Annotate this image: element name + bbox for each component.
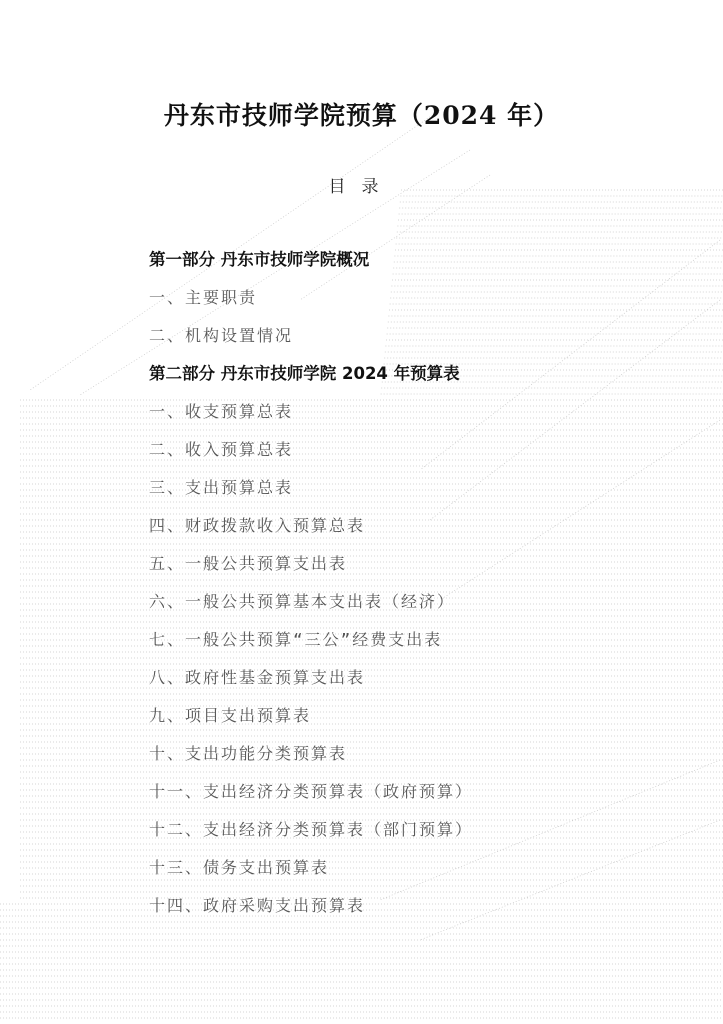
toc-entry-label: 二、收入预算总表 xyxy=(149,440,294,459)
toc-entry[interactable] xyxy=(149,398,669,436)
toc-entry-label: 十一、支出经济分类预算表（政府预算） xyxy=(149,782,474,801)
toc-entry-label: 四、财政拨款收入预算总表 xyxy=(149,516,366,535)
toc-entry[interactable] xyxy=(149,512,669,550)
toc-entry[interactable] xyxy=(149,778,669,816)
toc-heading: 目录 xyxy=(328,177,395,197)
toc-entry-label: 第一部分 丹东市技师学院概况 xyxy=(149,250,370,269)
toc-entry[interactable] xyxy=(149,322,669,360)
toc-entry[interactable] xyxy=(149,436,669,474)
toc-entry-label: 五、一般公共预算支出表 xyxy=(149,554,348,573)
toc-entry[interactable] xyxy=(149,474,669,512)
toc-entry[interactable] xyxy=(149,816,669,854)
toc-entry[interactable] xyxy=(149,360,669,398)
toc-entry[interactable] xyxy=(149,550,669,588)
toc-entry[interactable] xyxy=(149,626,669,664)
toc-entry-label: 十四、政府采购支出预算表 xyxy=(149,896,366,915)
toc-entry-label: 三、支出预算总表 xyxy=(149,478,294,497)
toc-entry-label: 十、支出功能分类预算表 xyxy=(149,744,348,763)
toc-entry[interactable] xyxy=(149,740,669,778)
toc-entry-label: 二、机构设置情况 xyxy=(149,326,294,345)
toc-entry-label: 八、政府性基金预算支出表 xyxy=(149,668,366,687)
toc-entry[interactable] xyxy=(149,588,669,626)
toc-entry-label: 一、收支预算总表 xyxy=(149,402,294,421)
toc-entry-label: 一、主要职责 xyxy=(149,288,258,307)
toc-entry-label: 十三、债务支出预算表 xyxy=(149,858,330,877)
page-title: 丹东市技师学院预算（2024 年） xyxy=(163,101,560,130)
toc-entry[interactable] xyxy=(149,892,669,930)
toc-entry[interactable] xyxy=(149,854,669,892)
toc-entry-label: 九、项目支出预算表 xyxy=(149,706,312,725)
toc-entry-label: 七、一般公共预算“三公”经费支出表 xyxy=(149,630,443,649)
toc-entry[interactable] xyxy=(149,284,669,322)
toc-entry-label: 十二、支出经济分类预算表（部门预算） xyxy=(149,820,474,839)
table-of-contents xyxy=(149,246,669,930)
toc-entry[interactable] xyxy=(149,664,669,702)
toc-entry[interactable] xyxy=(149,246,669,284)
toc-entry-label: 六、一般公共预算基本支出表（经济） xyxy=(149,592,456,611)
toc-entry-label: 第二部分 丹东市技师学院 2024 年预算表 xyxy=(149,364,460,383)
toc-entry[interactable] xyxy=(149,702,669,740)
